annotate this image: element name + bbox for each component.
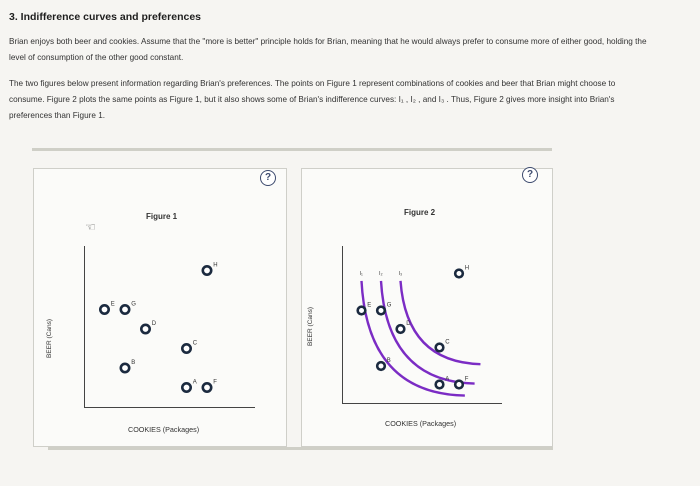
fig1-point-label-D: D — [151, 320, 157, 327]
fig1-point-label-C: C — [192, 340, 198, 347]
figure2-x-label: COOKIES (Packages) — [385, 419, 457, 428]
divider-top — [32, 148, 552, 151]
figure2-y-axis — [342, 246, 343, 404]
fig1-point-label-H: H — [213, 262, 218, 269]
fig2-point-label-D: D — [406, 321, 411, 328]
figure2-y-label: BEER (Cans) — [307, 306, 314, 346]
fig2-point-label-C: C — [445, 339, 450, 346]
figures-description: The two figures below present information regarding Brian's preferences. The points on Figure 1 represent combinations of cookies and beer that Brian might choose to consume. Figure 2 plots the same points as Figure 1, but it also shows some of Brian's indifference curves: I₁ , I₂ , and I₃ . Thus, Figure 2 gives more insight into Brian's preferences than Figure 1. — [9, 79, 616, 120]
figure1-y-label: BEER (Cans) — [46, 318, 53, 358]
fig2-point-label-G: G — [386, 302, 392, 309]
divider-bottom — [48, 447, 553, 450]
help-icon[interactable]: ? — [260, 170, 276, 186]
fig2-point-label-B: B — [386, 358, 391, 365]
fig2-point-label-F: F — [464, 376, 469, 383]
indifference-curve-label: I₁ — [359, 270, 363, 277]
fig2-point-label-H: H — [464, 265, 470, 272]
fig2-point-label-A: A — [445, 376, 450, 383]
figure1-title: Figure 1 — [146, 212, 178, 221]
fig1-point-label-B: B — [131, 359, 136, 366]
figure1-panel[interactable] — [33, 168, 287, 447]
fig1-point-label-F: F — [213, 379, 217, 386]
drag-hand-icon: ☜ — [85, 220, 96, 234]
indifference-curve-label: I₃ — [398, 270, 403, 277]
fig1-point-label-G: G — [131, 301, 136, 308]
figure1-x-axis — [84, 407, 255, 408]
figure1-x-label: COOKIES (Packages) — [128, 425, 200, 434]
figure1-y-axis — [84, 246, 85, 408]
help-icon[interactable]: ? — [522, 167, 538, 183]
indifference-curve-label: I₂ — [379, 270, 383, 277]
figure2-title: Figure 2 — [404, 208, 436, 217]
intro-paragraph: Brian enjoys both beer and cookies. Assume that the "more is better" principle holds for Brian, meaning that he would always prefer to consume more of either good, holding the level of consumption of the other good constant. — [9, 37, 647, 62]
fig2-point-label-E: E — [367, 302, 372, 309]
fig1-point-label-A: A — [192, 379, 197, 386]
fig1-point-label-E: E — [110, 301, 115, 308]
section-title: 3. Indifference curves and preferences — [9, 11, 201, 23]
figure2-x-axis — [342, 403, 502, 404]
